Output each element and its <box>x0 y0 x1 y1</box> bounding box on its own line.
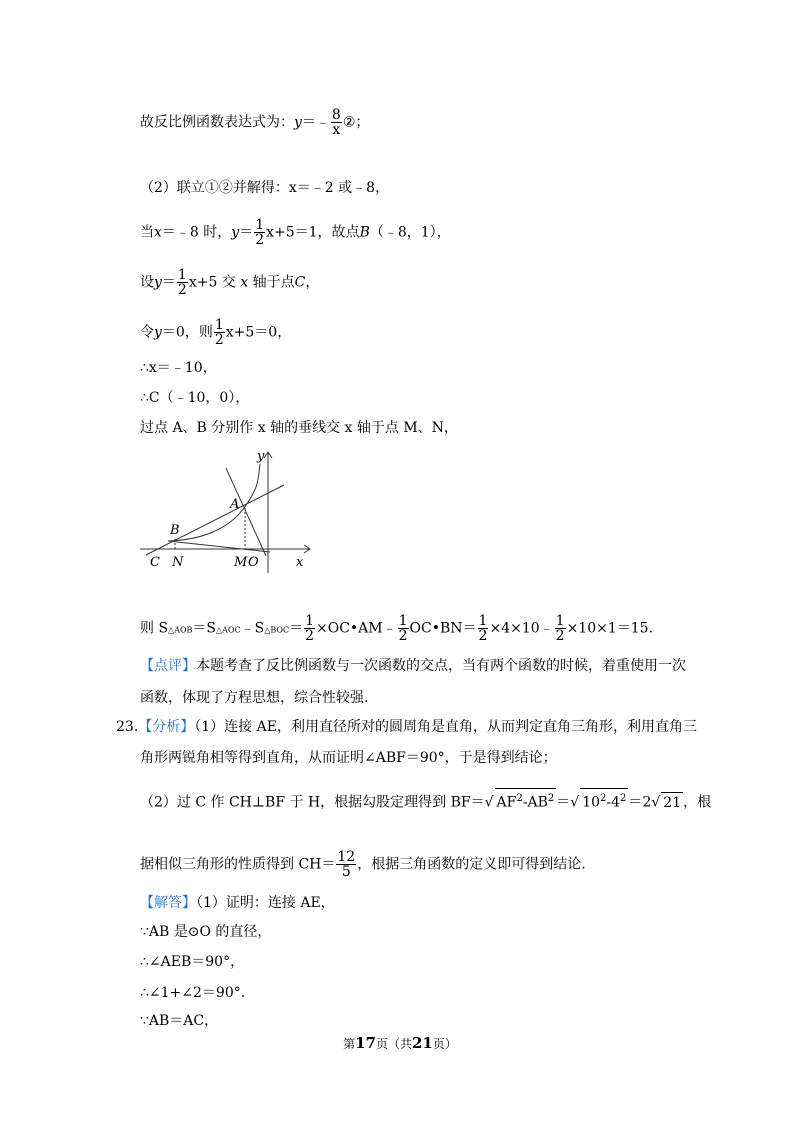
fraction <box>331 108 342 137</box>
text: y <box>154 274 162 291</box>
text: ＝ <box>289 620 304 637</box>
page-total: 21 <box>412 1034 433 1052</box>
numerator: 1 <box>555 613 565 629</box>
fraction <box>254 218 265 247</box>
text: 本题考查了反比例函数与一次函数的交点，当有两个函数的时候，着重使用一次 <box>196 658 686 674</box>
line-y-half-x-plus-5 <box>146 485 284 555</box>
denominator: 2 <box>478 628 488 644</box>
text: ＝ <box>556 794 571 811</box>
text-line-19: ∴∠1+∠2＝90°. <box>140 985 246 1001</box>
fraction <box>214 318 225 347</box>
text-line-5 <box>140 318 291 347</box>
question-number: 23. <box>116 719 139 735</box>
denominator: 2 <box>398 628 408 644</box>
page-number: 17 <box>355 1034 376 1052</box>
superscript: 2 <box>547 793 555 804</box>
text: -AB <box>522 794 548 811</box>
numerator: 1 <box>177 267 187 283</box>
line-through-b-o <box>168 541 270 552</box>
text: （1）证明：连接 AE， <box>196 895 335 911</box>
text: （﹣8，1）， <box>369 224 451 241</box>
text-line-8: 过点 A、B 分别作 x 轴的垂线交 x 轴于点 M、N， <box>140 420 458 436</box>
denominator: 2 <box>177 282 187 298</box>
text-line-7: ∴C（﹣10，0）， <box>140 390 250 406</box>
text: ＝0，则 <box>161 324 213 341</box>
label-b: B <box>170 523 180 538</box>
fraction <box>177 268 188 297</box>
fraction <box>336 850 356 879</box>
superscript: 2 <box>516 793 523 804</box>
subscript: △AOB <box>168 625 193 635</box>
superscript: 2 <box>600 793 607 804</box>
text: C <box>294 274 306 291</box>
numerator: 12 <box>337 849 356 865</box>
text-line-18: ∴∠AEB＝90°， <box>140 954 245 970</box>
text: 当 <box>140 224 154 241</box>
line-through-a-o <box>226 468 266 556</box>
label-x: x <box>296 555 304 570</box>
text: B <box>359 224 370 241</box>
denominator: 2 <box>214 332 224 348</box>
text-line-1 <box>140 108 369 137</box>
text-line-16 <box>140 893 335 913</box>
sqrt-expr <box>580 788 628 813</box>
text: y <box>294 114 302 131</box>
fraction <box>555 614 566 643</box>
text: y <box>154 324 162 341</box>
text-line-20: ∵AB＝AC， <box>140 1013 219 1029</box>
analysis-tag: 【分析】 <box>138 719 195 735</box>
text: 令 <box>140 324 154 341</box>
function-graph <box>138 448 318 578</box>
label-o: O <box>248 555 259 570</box>
denominator: x <box>332 122 341 138</box>
label-m: M <box>234 555 248 570</box>
numerator: 1 <box>214 317 224 333</box>
text: x+5＝1，故点 <box>266 224 360 241</box>
text: ②； <box>342 114 370 131</box>
text: ＝S <box>192 620 217 637</box>
text: x <box>240 274 249 291</box>
numerator: 1 <box>398 613 408 629</box>
subscript: △BOC <box>264 625 290 635</box>
text: x <box>154 224 162 241</box>
text: ×4×10﹣ <box>489 620 554 637</box>
text: AF <box>496 794 517 811</box>
text: 故反比例函数表达式为： <box>140 114 294 131</box>
text: ， <box>305 274 320 291</box>
label-c: C <box>150 555 160 570</box>
text: 第 <box>343 1037 356 1051</box>
text-line-13: 角形两锐角相等得到直角，从而证明∠ABF＝90°，于是得到结论； <box>140 750 557 766</box>
text: ×10×1＝15. <box>566 620 654 637</box>
comment-tag: 【点评】 <box>140 658 196 674</box>
page-footer <box>0 1034 800 1052</box>
text-line-14: （2）过 C 作 CH⊥BF 于 H，根据勾股定理得到 BF＝√ $AF^2-AB^2$ ＝√ $10^2-4^2 =2√$ 21 ，根 <box>140 788 711 813</box>
denominator: 5 <box>336 864 356 879</box>
superscript: 2 <box>620 793 627 804</box>
text-line-4 <box>140 268 319 297</box>
text: ＝﹣ <box>301 114 330 131</box>
text: （1）连接 AE，利用直径所对的圆周角是直角，从而判定直角三角形，利用直角三 <box>194 719 697 735</box>
subscript: △AOC <box>216 625 241 635</box>
text: ×OC•AM﹣ <box>316 620 397 637</box>
text: 轴于点 <box>252 274 295 291</box>
numerator: 1 <box>255 217 265 233</box>
text-line-11: 函数，体现了方程思想，综合性较强. <box>140 690 369 706</box>
sqrt-expr: 21 <box>661 792 683 813</box>
text: 10 <box>582 794 601 811</box>
denominator: 2 <box>305 628 314 644</box>
text: 则 S <box>140 620 169 637</box>
text: x+5＝0， <box>225 324 292 341</box>
sqrt-expr <box>495 788 557 813</box>
text: 页（共 <box>375 1037 412 1051</box>
text-line-6: ∴x＝﹣10， <box>140 360 217 376</box>
label-y: y <box>257 449 265 464</box>
text-line-10 <box>140 656 686 676</box>
text: ＝﹣8 时， <box>161 224 232 241</box>
text: （2）过 C 作 CH⊥BF 于 H，根据勾股定理得到 BF＝ <box>140 794 485 811</box>
text: -4 <box>606 794 621 811</box>
text: ＝2 <box>628 794 652 811</box>
fraction <box>478 614 489 643</box>
text: 据相似三角形的性质得到 CH＝ <box>140 856 336 873</box>
text: ＝ <box>161 274 176 291</box>
numerator: 1 <box>478 613 488 629</box>
text: ﹣S <box>240 620 265 637</box>
text: x+5 交 <box>188 274 236 291</box>
text-line-17: ∵AB 是⊙O 的直径， <box>140 924 272 940</box>
text: 设 <box>140 274 154 291</box>
text-line-12 <box>116 717 697 737</box>
text-line-15 <box>140 850 586 879</box>
text: ，根据三角函数的定义即可得到结论. <box>357 856 586 873</box>
denominator: 2 <box>255 232 265 248</box>
numerator: 8 <box>331 107 341 123</box>
numerator: 1 <box>305 613 314 629</box>
fraction <box>398 614 409 643</box>
fraction <box>304 614 315 643</box>
text-line-2: （2）联立①②并解得：x＝﹣2 或﹣8， <box>140 180 390 196</box>
text: 页） <box>432 1037 457 1051</box>
text-line-3 <box>140 218 451 247</box>
answer-tag: 【解答】 <box>140 895 196 911</box>
text: OC•BN＝ <box>409 620 477 637</box>
label-a: A <box>230 497 240 512</box>
text: ＝ <box>239 224 254 241</box>
text: y <box>231 224 240 241</box>
denominator: 2 <box>555 628 565 644</box>
text-line-9 <box>140 614 653 643</box>
text: ，根 <box>683 794 712 811</box>
label-n: N <box>172 555 184 570</box>
hyperbola-curve <box>168 464 260 541</box>
